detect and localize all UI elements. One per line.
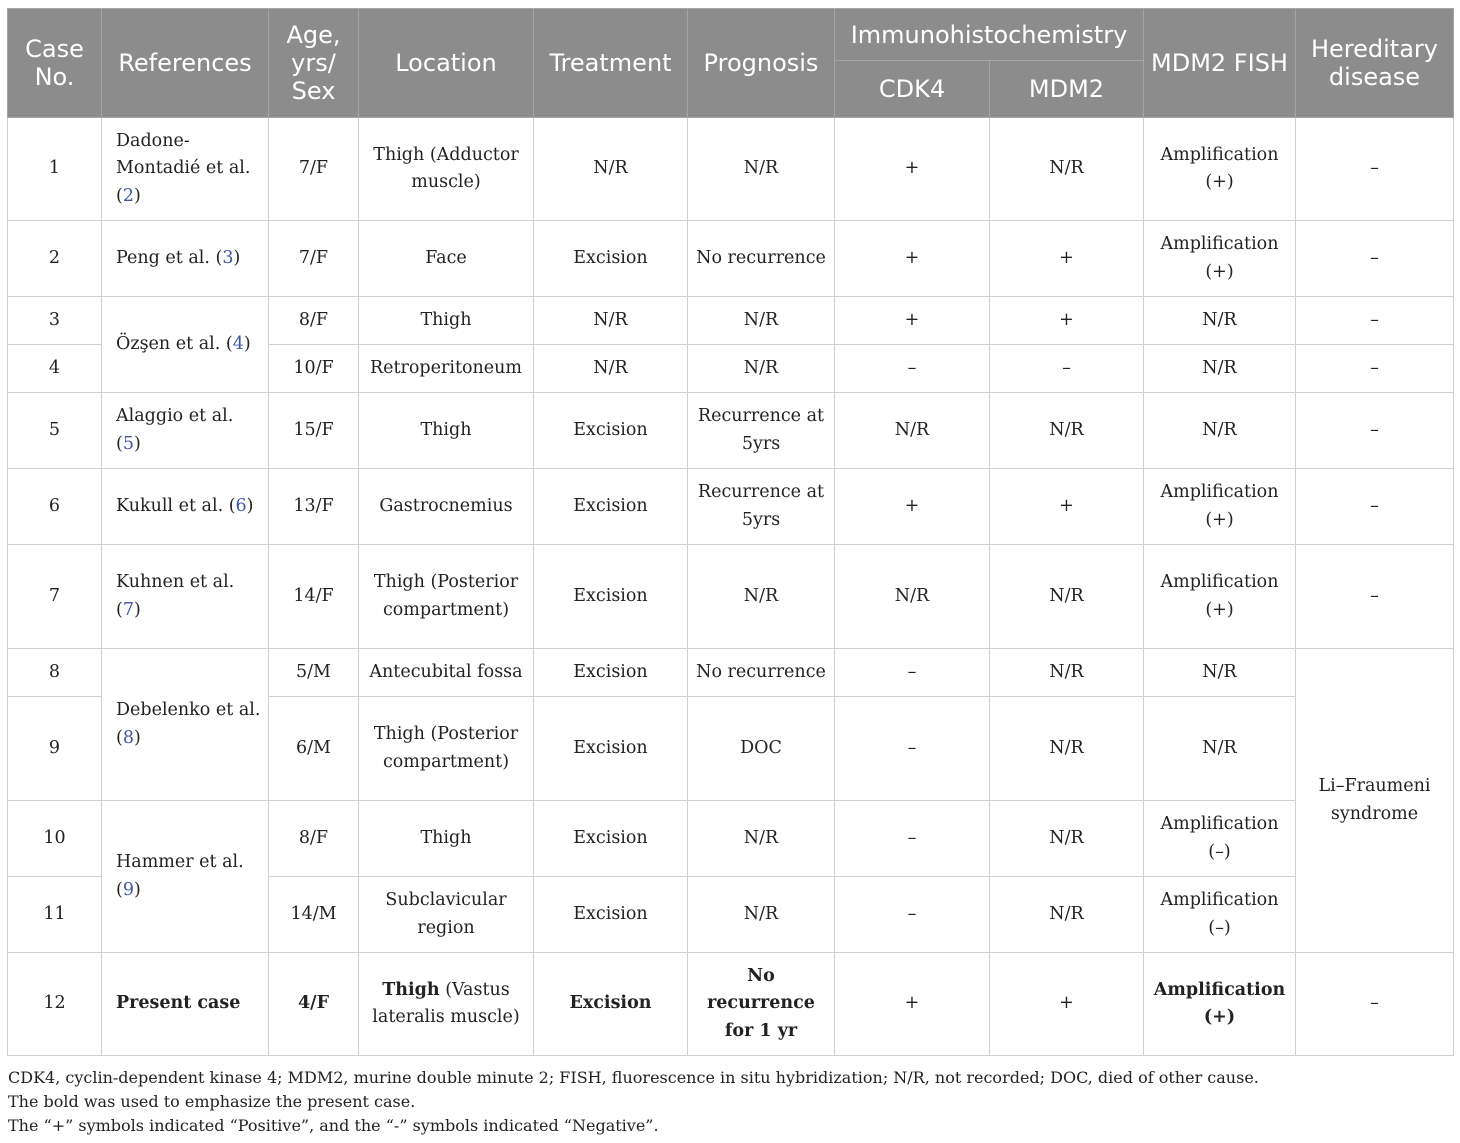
case-number: 1: [8, 118, 102, 221]
mdm2-value: –: [990, 345, 1144, 393]
case-number: 12: [8, 953, 102, 1056]
age-sex: 10/F: [269, 345, 359, 393]
age-sex: 6/M: [269, 697, 359, 801]
case-number: 2: [8, 221, 102, 297]
reference: Peng et al. (3): [102, 221, 269, 297]
prognosis: Recurrence at 5yrs: [688, 393, 835, 469]
location: Antecubital fossa: [359, 649, 534, 697]
header-age-sex: Age, yrs/ Sex: [269, 9, 359, 118]
prognosis: N/R: [688, 877, 835, 953]
hereditary-value: –: [1296, 297, 1454, 345]
case-number: 5: [8, 393, 102, 469]
prognosis: No recurrence for 1 yr: [688, 953, 835, 1056]
prognosis: Recurrence at 5yrs: [688, 469, 835, 545]
header-cdk4: CDK4: [835, 61, 990, 118]
treatment: Excision: [534, 697, 688, 801]
citation-link[interactable]: 5: [122, 433, 134, 454]
citation-link[interactable]: 2: [122, 185, 134, 206]
citation-link[interactable]: 8: [122, 727, 134, 748]
treatment: Excision: [534, 649, 688, 697]
citation-link[interactable]: 4: [232, 333, 244, 354]
hereditary-value: –: [1296, 345, 1454, 393]
cdk4-value: –: [835, 345, 990, 393]
header-immunohistochemistry: Immunohistochemistry: [835, 9, 1144, 61]
mdm2-value: N/R: [990, 118, 1144, 221]
case-number: 11: [8, 877, 102, 953]
treatment: N/R: [534, 297, 688, 345]
mdm2-fish-value: Amplification (–): [1144, 801, 1296, 877]
location: Thigh: [359, 801, 534, 877]
table-row: [8, 393, 1454, 469]
case-number: 7: [8, 545, 102, 649]
reference: Present case: [102, 953, 269, 1056]
age-sex: 15/F: [269, 393, 359, 469]
mdm2-value: +: [990, 469, 1144, 545]
cdk4-value: +: [835, 297, 990, 345]
case-number: 10: [8, 801, 102, 877]
table-row: [8, 469, 1454, 545]
mdm2-value: N/R: [990, 545, 1144, 649]
location: Thigh (Posterior compartment): [359, 545, 534, 649]
age-sex: 14/F: [269, 545, 359, 649]
hereditary-value: –: [1296, 953, 1454, 1056]
treatment: Excision: [534, 877, 688, 953]
mdm2-fish-value: Amplification (+): [1144, 469, 1296, 545]
cdk4-value: –: [835, 697, 990, 801]
cdk4-value: +: [835, 469, 990, 545]
mdm2-fish-value: N/R: [1144, 649, 1296, 697]
treatment: N/R: [534, 118, 688, 221]
age-sex: 7/F: [269, 118, 359, 221]
age-sex: 5/M: [269, 649, 359, 697]
location: Thigh (Vastus lateralis muscle): [359, 953, 534, 1056]
location: Thigh (Posterior compartment): [359, 697, 534, 801]
header-mdm2-fish: MDM2 FISH: [1144, 9, 1296, 118]
prognosis: DOC: [688, 697, 835, 801]
cdk4-value: +: [835, 118, 990, 221]
reference: Özşen et al. (4): [102, 297, 269, 393]
age-sex: 7/F: [269, 221, 359, 297]
mdm2-value: +: [990, 297, 1144, 345]
case-number: 4: [8, 345, 102, 393]
citation-link[interactable]: 9: [122, 879, 134, 900]
table-row: [8, 649, 1454, 697]
prognosis: N/R: [688, 545, 835, 649]
reference: Alaggio et al. (5): [102, 393, 269, 469]
header-case-no: Case No.: [8, 9, 102, 118]
table-row: [8, 118, 1454, 221]
prognosis: No recurrence: [688, 221, 835, 297]
footnote-bold: The bold was used to emphasize the present case.: [8, 1092, 416, 1111]
prognosis: N/R: [688, 801, 835, 877]
cdk4-value: –: [835, 877, 990, 953]
mdm2-fish-value: N/R: [1144, 393, 1296, 469]
cdk4-value: +: [835, 953, 990, 1056]
treatment: Excision: [534, 801, 688, 877]
mdm2-fish-value: N/R: [1144, 297, 1296, 345]
age-sex: 8/F: [269, 801, 359, 877]
mdm2-fish-value: Amplification (–): [1144, 877, 1296, 953]
age-sex: 4/F: [269, 953, 359, 1056]
table-row: [8, 545, 1454, 649]
hereditary-value: –: [1296, 393, 1454, 469]
header-hereditary-disease: Hereditary disease: [1296, 9, 1454, 118]
cdk4-value: –: [835, 801, 990, 877]
location: Thigh: [359, 393, 534, 469]
table-row: [8, 801, 1454, 877]
location: Face: [359, 221, 534, 297]
mdm2-value: +: [990, 221, 1144, 297]
prognosis: No recurrence: [688, 649, 835, 697]
hereditary-value: Li–Fraumeni syndrome: [1296, 649, 1454, 953]
mdm2-value: N/R: [990, 801, 1144, 877]
header-treatment: Treatment: [534, 9, 688, 118]
mdm2-fish-value: Amplification (+): [1144, 118, 1296, 221]
mdm2-fish-value: Amplification (+): [1144, 953, 1296, 1056]
header-references: References: [102, 9, 269, 118]
mdm2-value: N/R: [990, 393, 1144, 469]
case-number: 8: [8, 649, 102, 697]
treatment: Excision: [534, 221, 688, 297]
location: Thigh (Adductor muscle): [359, 118, 534, 221]
reference: Dadone-Montadié et al. (2): [102, 118, 269, 221]
mdm2-fish-value: Amplification (+): [1144, 545, 1296, 649]
treatment: N/R: [534, 345, 688, 393]
mdm2-value: +: [990, 953, 1144, 1056]
citation-link[interactable]: 3: [222, 247, 234, 268]
treatment: Excision: [534, 469, 688, 545]
table-footnotes: [8, 1066, 1448, 1138]
reference: Kuhnen et al. (7): [102, 545, 269, 649]
footnote-abbreviations: CDK4, cyclin-dependent kinase 4; MDM2, murine double minute 2; FISH, fluorescence in situ hybridization; N/R, not recorded; DOC, died of other cause.: [8, 1068, 1259, 1087]
footnote-symbols: The “+” symbols indicated “Positive”, and the “-” symbols indicated “Negative”.: [8, 1116, 659, 1135]
mdm2-value: N/R: [990, 697, 1144, 801]
prognosis: N/R: [688, 297, 835, 345]
citation-link[interactable]: 7: [122, 599, 134, 620]
table-container: [7, 8, 1453, 1056]
age-sex: 14/M: [269, 877, 359, 953]
age-sex: 8/F: [269, 297, 359, 345]
prognosis: N/R: [688, 118, 835, 221]
mdm2-fish-value: Amplification (+): [1144, 221, 1296, 297]
header-prognosis: Prognosis: [688, 9, 835, 118]
citation-link[interactable]: 6: [235, 495, 247, 516]
reference: Debelenko et al. (8): [102, 649, 269, 801]
hereditary-value: –: [1296, 545, 1454, 649]
location: Retroperitoneum: [359, 345, 534, 393]
hereditary-value: –: [1296, 221, 1454, 297]
reference: Kukull et al. (6): [102, 469, 269, 545]
treatment: Excision: [534, 393, 688, 469]
header-mdm2: MDM2: [990, 61, 1144, 118]
cdk4-value: +: [835, 221, 990, 297]
location: Gastrocnemius: [359, 469, 534, 545]
table-row: [8, 297, 1454, 345]
age-sex: 13/F: [269, 469, 359, 545]
mdm2-fish-value: N/R: [1144, 697, 1296, 801]
reference: Hammer et al. (9): [102, 801, 269, 953]
cdk4-value: N/R: [835, 393, 990, 469]
mdm2-fish-value: N/R: [1144, 345, 1296, 393]
location: Thigh: [359, 297, 534, 345]
table-row: [8, 221, 1454, 297]
mdm2-value: N/R: [990, 877, 1144, 953]
case-number: 3: [8, 297, 102, 345]
case-number: 9: [8, 697, 102, 801]
header-location: Location: [359, 9, 534, 118]
case-table: [7, 8, 1454, 1056]
treatment: Excision: [534, 545, 688, 649]
prognosis: N/R: [688, 345, 835, 393]
case-number: 6: [8, 469, 102, 545]
table-row: [8, 953, 1454, 1056]
hereditary-value: –: [1296, 118, 1454, 221]
cdk4-value: –: [835, 649, 990, 697]
mdm2-value: N/R: [990, 649, 1144, 697]
location: Subclavicular region: [359, 877, 534, 953]
treatment: Excision: [534, 953, 688, 1056]
hereditary-value: –: [1296, 469, 1454, 545]
cdk4-value: N/R: [835, 545, 990, 649]
